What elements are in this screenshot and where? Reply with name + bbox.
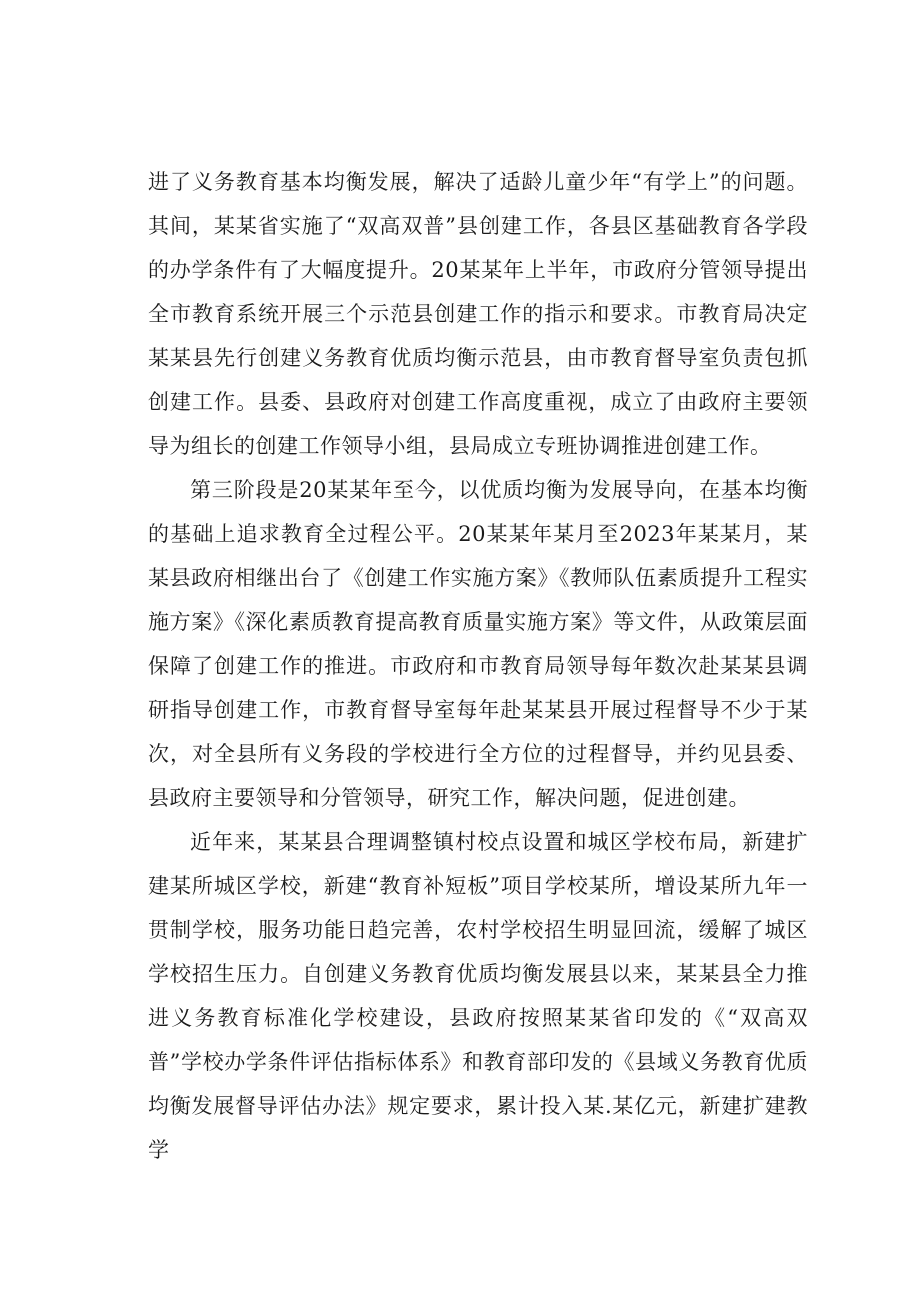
paragraph-continuation: 进了义务教育基本均衡发展，解决了适龄儿童少年“有学上”的问题。其间，某某省实施了“双高双普”县创建工作，各县区基础教育各学段的办学条件有了大幅度提升。20某某年上半年，市政府分管领导提出全市教育系统开展三个示范县创建工作的指示和要求。市教育局决定某某县先行创建义务教育优质均衡示范县，由市教育督导室负责包抓创建工作。县委、县政府对创建工作高度重视，成立了由政府主要领导为组长的创建工作领导小组，县局成立专班协调推进创建工作。: [148, 170, 808, 458]
paragraph-recent-years: 近年来，某某县合理调整镇村校点设置和城区学校布局，新建扩建某所城区学校，新建“教育补短板”项目学校某所，增设某所九年一贯制学校，服务功能日趋完善，农村学校招生明显回流，缓解了城区学校招生压力。自创建义务教育优质均衡发展县以来，某某县全力推进义务教育标准化学校建设，县政府按照某某省印发的《“双高双普”学校办学条件评估指标体系》和教育部印发的《县域义务教育优质均衡发展督导评估办法》规定要求，累计投入某.某亿元，新建扩建教学: [148, 830, 808, 1162]
paragraph-stage-three: 第三阶段是20某某年至今，以优质均衡为发展导向，在基本均衡的基础上追求教育全过程公平。20某某年某月至2023年某某月，某某县政府相继出台了《创建工作实施方案》《教师队伍素质提升工程实施方案》《深化素质教育提高教育质量实施方案》等文件，从政策层面保障了创建工作的推进。市政府和市教育局领导每年数次赴某某县调研指导创建工作，市教育督导室每年赴某某县开展过程督导不少于某次，对全县所有义务段的学校进行全方位的过程督导，并约见县委、县政府主要领导和分管领导，研究工作，解决问题，促进创建。: [148, 478, 808, 810]
document-body: [148, 160, 808, 1172]
